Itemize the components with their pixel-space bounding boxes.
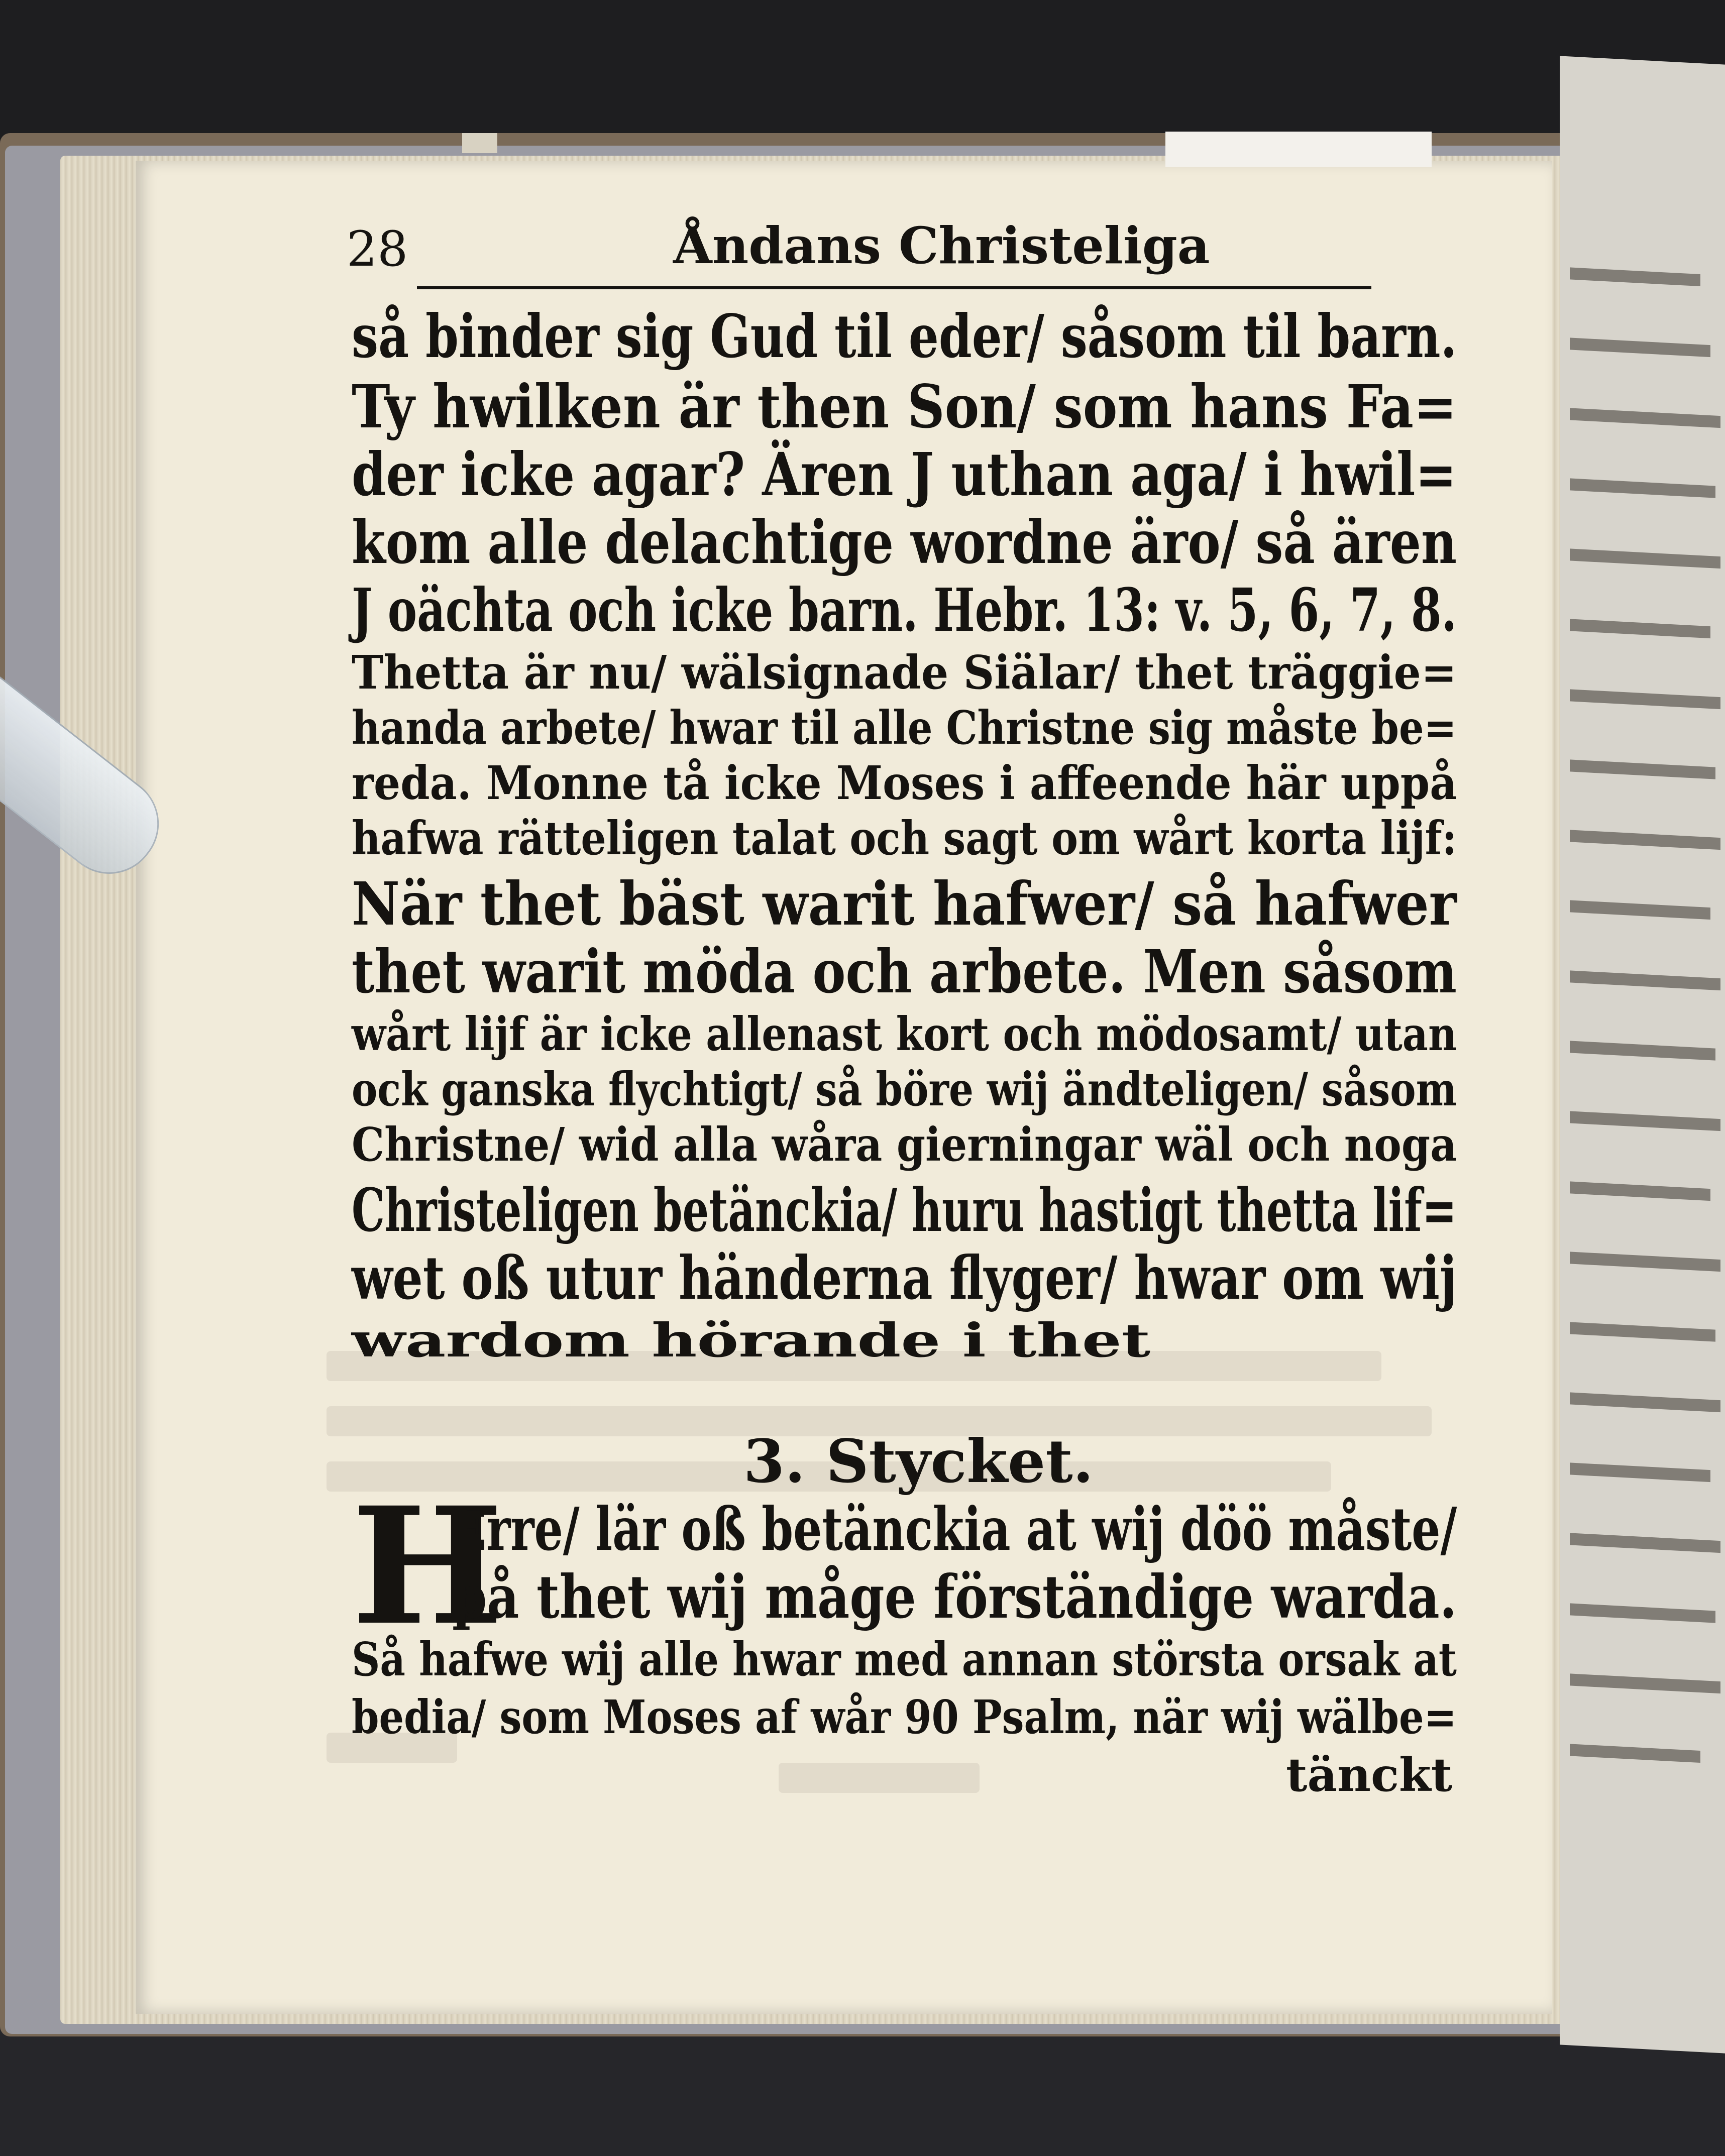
paper-tab bbox=[1165, 132, 1432, 167]
drop-cap-initial: H bbox=[352, 1472, 504, 1661]
text-line: hafwa rätteligen talat och sagt om wårt korta lijf: bbox=[352, 811, 1457, 865]
text-line: När thet bäst warit hafwer/ så hafwer bbox=[352, 869, 1457, 939]
text-line: Christne/ wid alla wåra gierningar wäl och noga bbox=[352, 1117, 1457, 1172]
page-header bbox=[347, 211, 1457, 286]
text-line: reda. Monne tå icke Moses i affeende här uppå bbox=[352, 756, 1457, 810]
paper-tab-small bbox=[462, 133, 497, 153]
text-line: thet warit möda och arbete. Men såsom bbox=[352, 937, 1457, 1006]
text-line: handa arbete/ hwar til alle Christne sig måste be= bbox=[352, 701, 1457, 755]
text-line: Thetta är nu/ wälsignade Siälar/ thet träggie= bbox=[352, 645, 1457, 700]
facing-page bbox=[1560, 56, 1725, 2053]
text-line: wet oß utur händerna flyger/ hwar om wij bbox=[352, 1243, 1457, 1313]
text-line: wardom hörande i thet bbox=[352, 1313, 1151, 1368]
page-number: 28 bbox=[347, 221, 408, 277]
text-line: Ty hwilken är then Son/ som hans Fa= bbox=[352, 372, 1457, 441]
text-line: der icke agar? Ären J uthan aga/ i hwil= bbox=[352, 439, 1457, 509]
text-line: Så hafwe wij alle hwar med annan största orsak at bbox=[352, 1632, 1457, 1686]
catchword: tänckt bbox=[1286, 1748, 1453, 1802]
text-line: på thet wij måge förständige warda. bbox=[452, 1562, 1457, 1632]
text-line: Christeligen betänckia/ huru hastigt thetta lif= bbox=[352, 1175, 1457, 1245]
background-bottom bbox=[0, 2024, 1725, 2156]
text-line: Erre/ lär oß betänckia at wij döö måste/ bbox=[452, 1494, 1457, 1564]
text-line: bedia/ som Moses af wår 90 Psalm, när wij wälbe= bbox=[352, 1690, 1457, 1744]
section-heading: 3. Stycket. bbox=[743, 1426, 1094, 1496]
text-line: J oächta och icke barn. Hebr. 13: v. 5, 6, 7, 8. bbox=[352, 575, 1457, 645]
text-line: wårt lijf är icke allenast kort och mödosamt/ utan bbox=[352, 1007, 1457, 1061]
background-top bbox=[0, 0, 1725, 141]
text-line: kom alle delachtige wordne äro/ så ären bbox=[352, 507, 1457, 577]
running-head: Åndans Christeliga bbox=[673, 216, 1210, 275]
header-rule bbox=[417, 286, 1371, 289]
text-line: så binder sig Gud til eder/ såsom til barn. bbox=[352, 301, 1457, 371]
text-line: ock ganska flychtigt/ så böre wij ändteligen/ såsom bbox=[352, 1062, 1457, 1116]
